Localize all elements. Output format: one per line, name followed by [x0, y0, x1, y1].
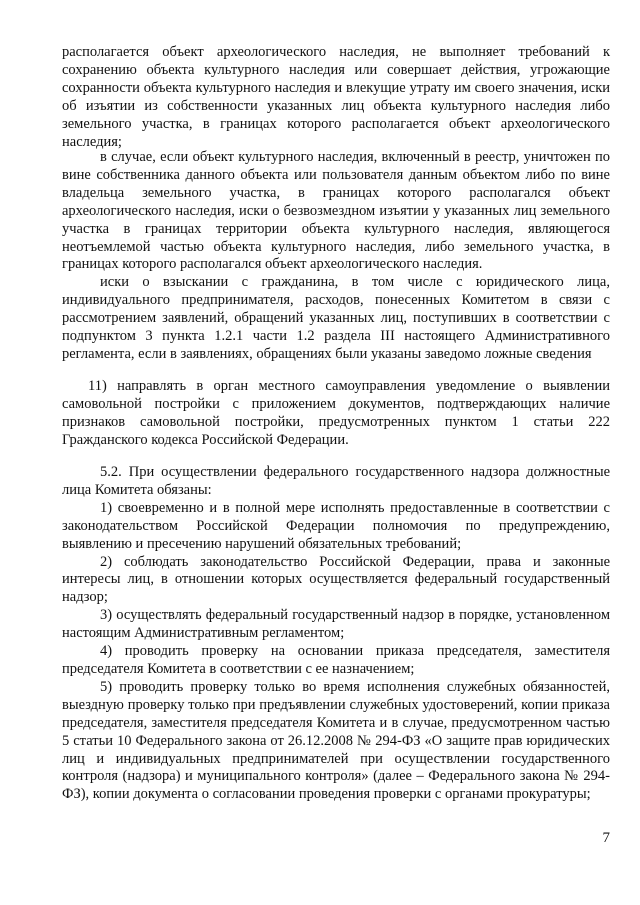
text-block-item-11	[62, 378, 610, 450]
text-block-top	[62, 44, 610, 151]
paragraph-4: 11) направлять в орган местного самоуправления уведомление о выявлении самовольной постройки с приложением документов, подтверждающих наличие признаков самовольной постройки, предусмотренных пунктом 1 статьи 222 Гражданского кодекса Российской Федерации.	[62, 378, 610, 448]
paragraph-10: 5) проводить проверку только во время исполнения служебных обязанностей, выездную проверку только при предъявлении служебных удостоверений, копии приказа председателя, заместителя председателя Комитета и в случае, предусмотренном частью 5 статьи 10 Федерального закона от 26.12.2008 № 294-ФЗ «О защите прав юридических лиц и индивидуальных предпринимателей при осуществлении государственного контроля (надзора) и муниципального контроля» (далее – Федерального закона № 294-ФЗ), копии документа о согласовании проведения проверки с органами прокуратуры;	[62, 678, 610, 803]
paragraph-2: в случае, если объект культурного наследия, включенный в реестр, уничтожен по вине собственника данного объекта или пользователя данным объектом либо по вине владельца земельного участка, в границах которого располагался объект археологического наследия, иски о безвозмездном изъятии у указанных лиц земельного участка в границах территории объекта культурного наследия, являющегося неотъемлемой частью объекта культурного наследия, либо земельного участка, в границах которого располагался объект археологического наследия.	[62, 149, 610, 273]
text-block-destroyed-object	[62, 149, 610, 274]
paragraph-6: 1) своевременно и в полной мере исполнять предоставленные в соответствии с законодательством Российской Федерации полномочия по предупреждению, выявлению и пресечению нарушений обязательных требований;	[62, 499, 610, 552]
paragraph-8: 3) осуществлять федеральный государственный надзор в порядке, установленном настоящим Административным регламентом;	[62, 607, 610, 642]
paragraph-9: 4) проводить проверку на основании приказа председателя, заместителя председателя Комитета в соответствии с ее назначением;	[62, 643, 610, 677]
page-number: 7	[602, 830, 610, 846]
paragraph-5: 5.2. При осуществлении федерального государственного надзора должностные лица Комитета обязаны:	[62, 464, 610, 498]
paragraph-7: 2) соблюдать законодательство Российской Федерации, права и законные интересы лиц, в отношении которых осуществляется федеральный государственный надзор;	[62, 553, 610, 606]
paragraph-1: располагается объект археологического наследия, не выполняет требований к сохранению объекта культурного наследия или совершает действия, угрожающие сохранности объекта культурного наследия и влекущие утрату им своего значения, иски об изъятии из собственности указанных лиц объекта культурного наследия либо земельного участка, в границах которого располагается объект археологического наследия;	[62, 44, 610, 150]
text-block-recovery	[62, 274, 610, 364]
text-block-section-5-2	[62, 464, 610, 804]
paragraph-3: иски о взыскании с гражданина, в том числе с юридического лица, индивидуального предпринимателя, расходов, понесенных Комитетом в связи с рассмотрением заявлений, обращений указанных лиц, поступивших в соответствии с подпунктом 3 пункта 1.2.1 части 1.2 раздела III настоящего Административного регламента, если в заявлениях, обращениях были указаны заведомо ложные сведения	[62, 274, 610, 362]
